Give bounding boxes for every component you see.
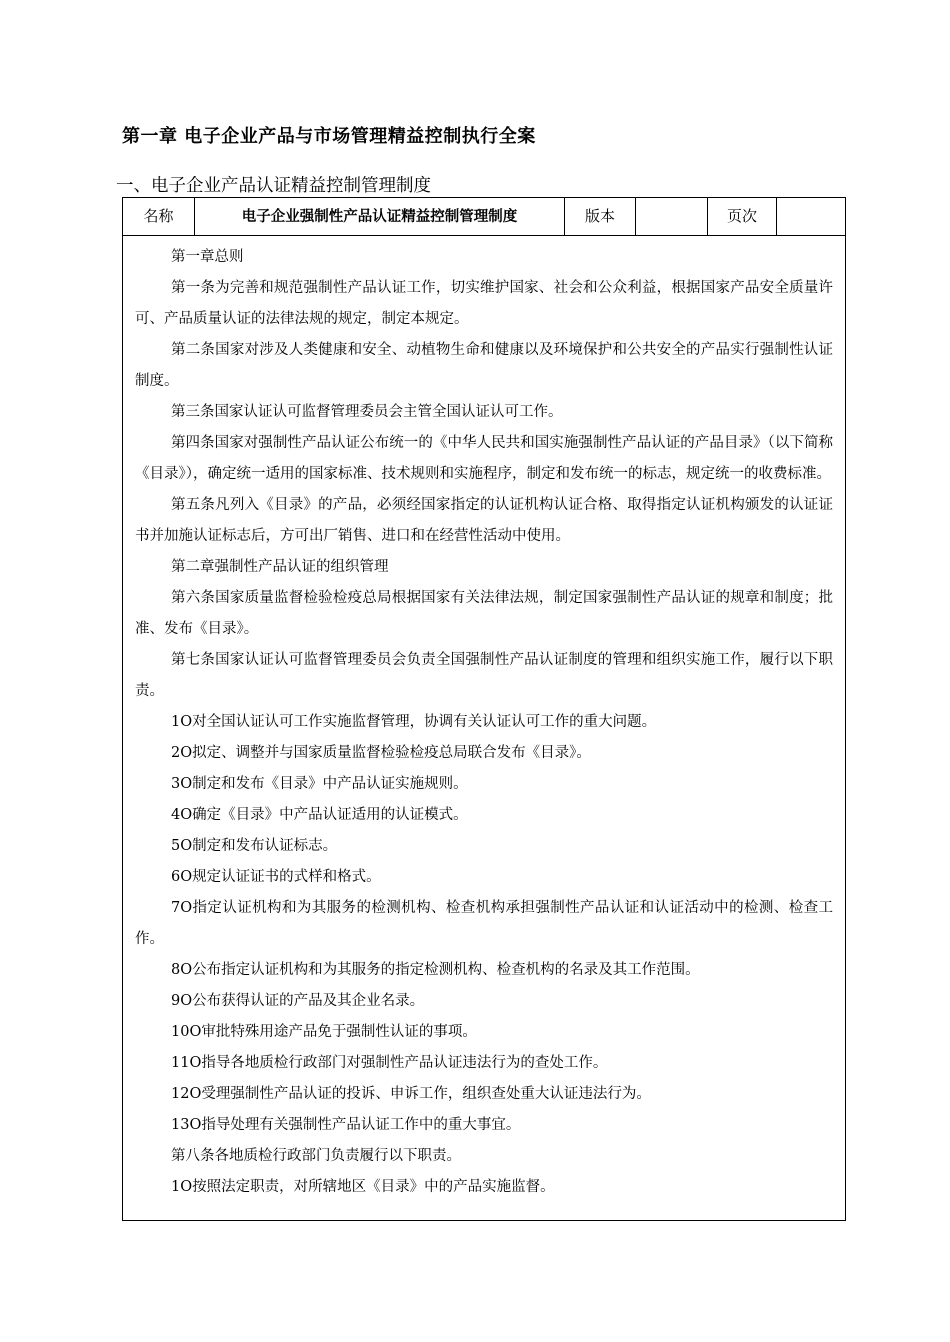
list-item: 1О按照法定职责，对所辖地区《目录》中的产品实施监督。 [171,1179,555,1195]
article-paragraph: 第四条国家对强制性产品认证公布统一的《中华人民共和国实施强制性产品认证的产品目录》（以下简称《目录》），确定统一适用的国家标准、技术规则和实施程序，制定和发布统一的标志，规定统一的收费标准。 [135,435,833,482]
list-item: 11О指导各地质检行政部门对强制性产品认证违法行为的查处工作。 [171,1055,608,1071]
list-item: 12О受理强制性产品认证的投诉、申诉工作，组织查处重大认证违法行为。 [171,1086,651,1102]
version-label: 版本 [565,198,636,235]
list-item: 3О制定和发布《目录》中产品认证实施规则。 [171,776,468,792]
list-item: 7О指定认证机构和为其服务的检测机构、检查机构承担强制性产品认证和认证活动中的检测、检查工作。 [135,900,833,947]
regulation-table [122,197,846,1221]
page-label: 页次 [708,198,777,235]
article-paragraph: 第八条各地质检行政部门负责履行以下职责。 [171,1148,461,1164]
article-paragraph: 第五条凡列入《目录》的产品，必须经国家指定的认证机构认证合格、取得指定认证机构颁发的认证证书并加施认证标志后，方可出厂销售、进口和在经营性活动中使用。 [135,497,833,544]
list-item: 4О确定《目录》中产品认证适用的认证模式。 [171,807,468,823]
list-item: 2О拟定、调整并与国家质量监督检验检疫总局联合发布《目录》。 [171,745,591,761]
article-paragraph: 第三条国家认证认可监督管理委员会主管全国认证认可工作。 [171,404,563,420]
list-item: 8О公布指定认证机构和为其服务的指定检测机构、检查机构的名录及其工作范围。 [171,962,700,978]
list-item: 9О公布获得认证的产品及其企业名录。 [171,993,425,1009]
list-item: 13О指导处理有关强制性产品认证工作中的重大事宜。 [171,1117,521,1133]
table-header-row [123,198,845,236]
chapter-title: 第一章 电子企业产品与市场管理精益控制执行全案 [122,126,536,147]
article-paragraph: 第七条国家认证认可监督管理委员会负责全国强制性产品认证制度的管理和组织实施工作，履行以下职责。 [135,652,833,699]
page-value [777,198,845,235]
article-paragraph: 第六条国家质量监督检验检疫总局根据国家有关法律法规，制定国家强制性产品认证的规章和制度；批准、发布《目录》。 [135,590,833,637]
list-item: 1О对全国认证认可工作实施监督管理，协调有关认证认可工作的重大问题。 [171,714,657,730]
article-paragraph: 第一条为完善和规范强制性产品认证工作，切实维护国家、社会和公众利益，根据国家产品安全质量许可、产品质量认证的法律法规的规定，制定本规定。 [135,280,833,327]
name-label: 名称 [123,198,195,235]
chapter-heading: 第一章总则 [171,249,244,265]
list-item: 6О规定认证证书的式样和格式。 [171,869,381,885]
version-value [636,198,708,235]
regulation-body [123,236,845,1203]
name-value: 电子企业强制性产品认证精益控制管理制度 [195,198,565,235]
article-paragraph: 第二条国家对涉及人类健康和安全、动植物生命和健康以及环境保护和公共安全的产品实行强制性认证制度。 [135,342,833,389]
list-item: 5О制定和发布认证标志。 [171,838,338,854]
list-item: 10О审批特殊用途产品免于强制性认证的事项。 [171,1024,477,1040]
chapter-heading: 第二章强制性产品认证的组织管理 [171,559,389,575]
section-title: 一、电子企业产品认证精益控制管理制度 [116,176,431,196]
